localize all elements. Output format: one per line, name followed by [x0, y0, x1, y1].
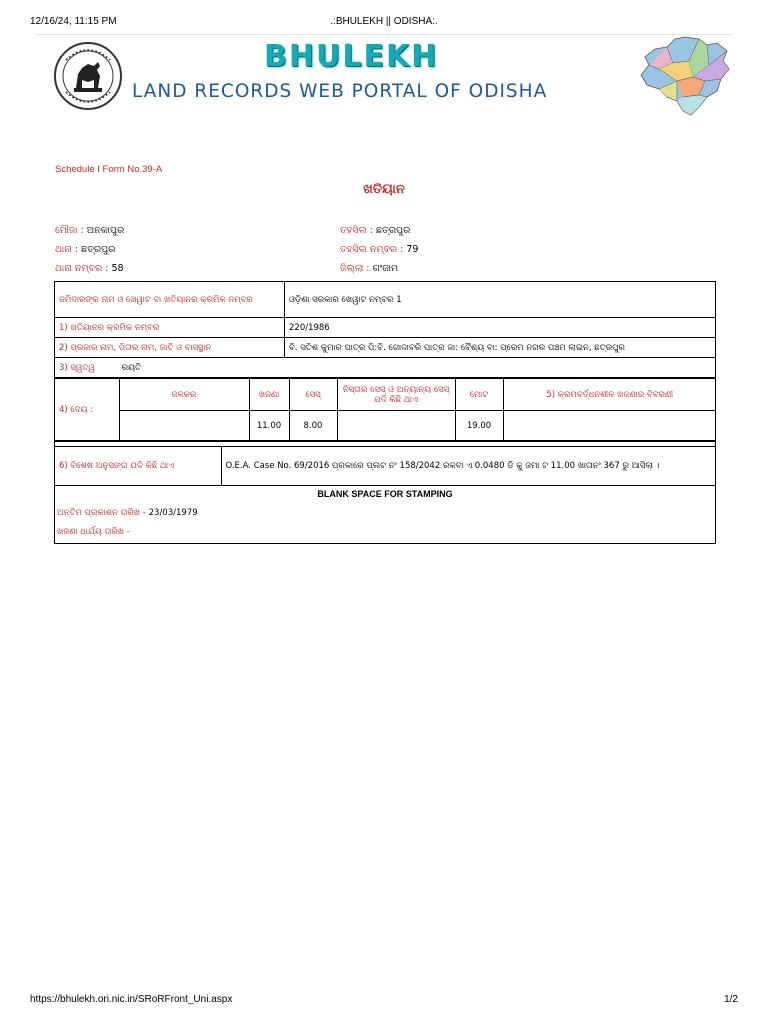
remarks-label: 6) ବିଶେଷ ଅନୁସଙ୍ଗ ଯଦି କିଛି ଥାଏ — [55, 447, 221, 485]
remarks-cell — [55, 447, 716, 486]
khajana-value: 11.00 — [249, 411, 289, 441]
tahasil-number-field — [340, 244, 418, 255]
variable-rent-header: 5) କ୍ରମବର୍ଦ୍ଧନଶୀଳ ଖଜଣାର ବିବରଣୀ — [503, 379, 716, 411]
table-row — [55, 486, 716, 544]
tax-date-line — [57, 527, 713, 537]
tax-date-label: ଖଜଣା ଧାର୍ଯ୍ୟ ତାରିଖ - — [57, 527, 130, 537]
ses-header: ସେସ୍ — [289, 379, 337, 411]
table-row — [55, 447, 716, 486]
right-value-cell — [285, 358, 716, 378]
table-row — [55, 318, 716, 338]
thana-number-field — [55, 263, 124, 274]
stamping-cell — [55, 486, 716, 544]
bhulekh-logo: BHULEKH — [264, 39, 439, 74]
dues-header-row — [55, 379, 716, 411]
print-url[interactable]: https://bhulekh.ori.nic.in/SRoRFront_Uni.aspx — [30, 994, 233, 1005]
tahasil-field — [340, 225, 410, 236]
print-footer — [30, 994, 738, 1008]
site-banner[interactable] — [36, 34, 733, 117]
district-field — [340, 263, 398, 274]
remarks-value: O.E.A. Case No. 69/2016 ପ୍ରକାରେ ପ୍ଲଟ ନଂ 158/2042 ରକବା ଏ 0.0480 ଡି କୁ ଜମା ଟ 11.00 ଖାତାନଂ 367 ରୁ ଆସିଲା । — [221, 447, 716, 485]
banner-subtitle: LAND RECORDS WEB PORTAL OF ODISHA — [132, 81, 548, 102]
final-publication-line — [57, 508, 713, 518]
mot-header: ମୋଟ — [455, 379, 503, 411]
tahasil-label: ତହସିଲ : — [340, 225, 373, 236]
mouza-label: ମୌଜା : — [55, 225, 84, 236]
khatiyan-table — [54, 281, 716, 544]
dues-cell — [55, 378, 716, 442]
table-row — [55, 338, 716, 358]
thana-field — [55, 244, 115, 255]
tenant-label: 2) ପ୍ରଜାର ନାମ, ପିତାର ନାମ, ଜାତି ଓ ବାସସ୍ଥାନ — [55, 338, 285, 358]
odisha-emblem-icon — [52, 40, 124, 112]
tahasil-value: ଛତ୍ରପୁର — [376, 225, 411, 236]
stamping-title: BLANK SPACE FOR STAMPING — [317, 489, 453, 499]
remarks-row — [55, 447, 716, 485]
nistar-header: ନିସ୍ତାର ସେସ୍ ଓ ଅନ୍ୟାନ୍ୟ ସେସ୍ ଯଦି କିଛି ଥାଏ — [337, 379, 455, 411]
dues-table — [55, 378, 716, 441]
dues-value-row — [55, 411, 716, 441]
form-number: Schedule I Form No.39-A — [55, 164, 163, 175]
mouza-value: ଅନକାପୁର — [86, 225, 125, 236]
right-label — [55, 358, 285, 378]
tahasil-number-label: ତହସିଲ ନମ୍ବର : — [340, 244, 404, 255]
jalkar-value — [119, 411, 249, 441]
thana-label: ଥାନା : — [55, 244, 79, 255]
document-title: ଖତିୟାନ — [363, 182, 405, 197]
ses-value: 8.00 — [289, 411, 337, 441]
table-row — [55, 378, 716, 442]
right-label-text: 3) ସ୍ୱତ୍ୱ — [59, 362, 95, 373]
variable-rent-value — [503, 411, 716, 441]
jalkar-header: ଜଳକର — [119, 379, 249, 411]
owner-value: ଓଡ଼ିଶା ସରକାର ଖେୱାଟ ନମ୍ବର 1 — [285, 282, 716, 318]
print-date: 12/16/24, 11:15 PM — [30, 16, 117, 27]
khatiyan-serial-value: 220/1986 — [285, 318, 716, 338]
thana-number-label: ଥାନା ନମ୍ବର : — [55, 263, 109, 274]
dues-label: 4) ଦେୟ : — [55, 379, 119, 441]
mouza-field — [55, 225, 124, 236]
owner-label: ଜମିଦାରଙ୍କ ନାମ ଓ ଖେୱାଟ ବା ଖତିୟାନର କ୍ରମିକ ନମ୍ବର — [55, 282, 285, 318]
remarks-table — [55, 447, 716, 485]
district-label: ଜିଲ୍ଲା : — [340, 263, 370, 274]
final-publication-value: 23/03/1979 — [148, 508, 198, 518]
district-value: ଗଂଜାମ — [372, 263, 399, 274]
khajana-header: ଖଜଣା — [249, 379, 289, 411]
khatiyan-serial-label: 1) ଖତିୟାନର କ୍ରମିକ ନମ୍ବର — [55, 318, 285, 338]
nistar-value — [337, 411, 455, 441]
final-publication-label: ଅନ୍ତିମ ପ୍ରକାଶନ ତାରିଖ - — [57, 508, 146, 518]
thana-number-value: 58 — [111, 263, 124, 274]
table-row — [55, 358, 716, 378]
tenant-value: ବି. ସତିଶ କୁମାର ପାତ୍ର ପି:ବି. ଗୋଦାବରି ପାତ୍ର ଜା: ବୈଶ୍ୟ ବା: ପ୍ରେମ ନଗର ପଞ୍ଚମ ଲାଇନ, ଛତ୍ରପୁର — [285, 338, 716, 358]
right-value: ରୟତି — [121, 362, 142, 373]
print-page-number: 1/2 — [724, 994, 738, 1005]
print-header — [30, 16, 738, 30]
table-row — [55, 282, 716, 318]
tahasil-number-value: 79 — [406, 244, 419, 255]
thana-value: ଛତ୍ରପୁର — [81, 244, 116, 255]
print-title: .:BHULEKH || ODISHA:. — [330, 16, 438, 27]
odisha-map-icon — [637, 35, 733, 117]
mot-value: 19.00 — [455, 411, 503, 441]
